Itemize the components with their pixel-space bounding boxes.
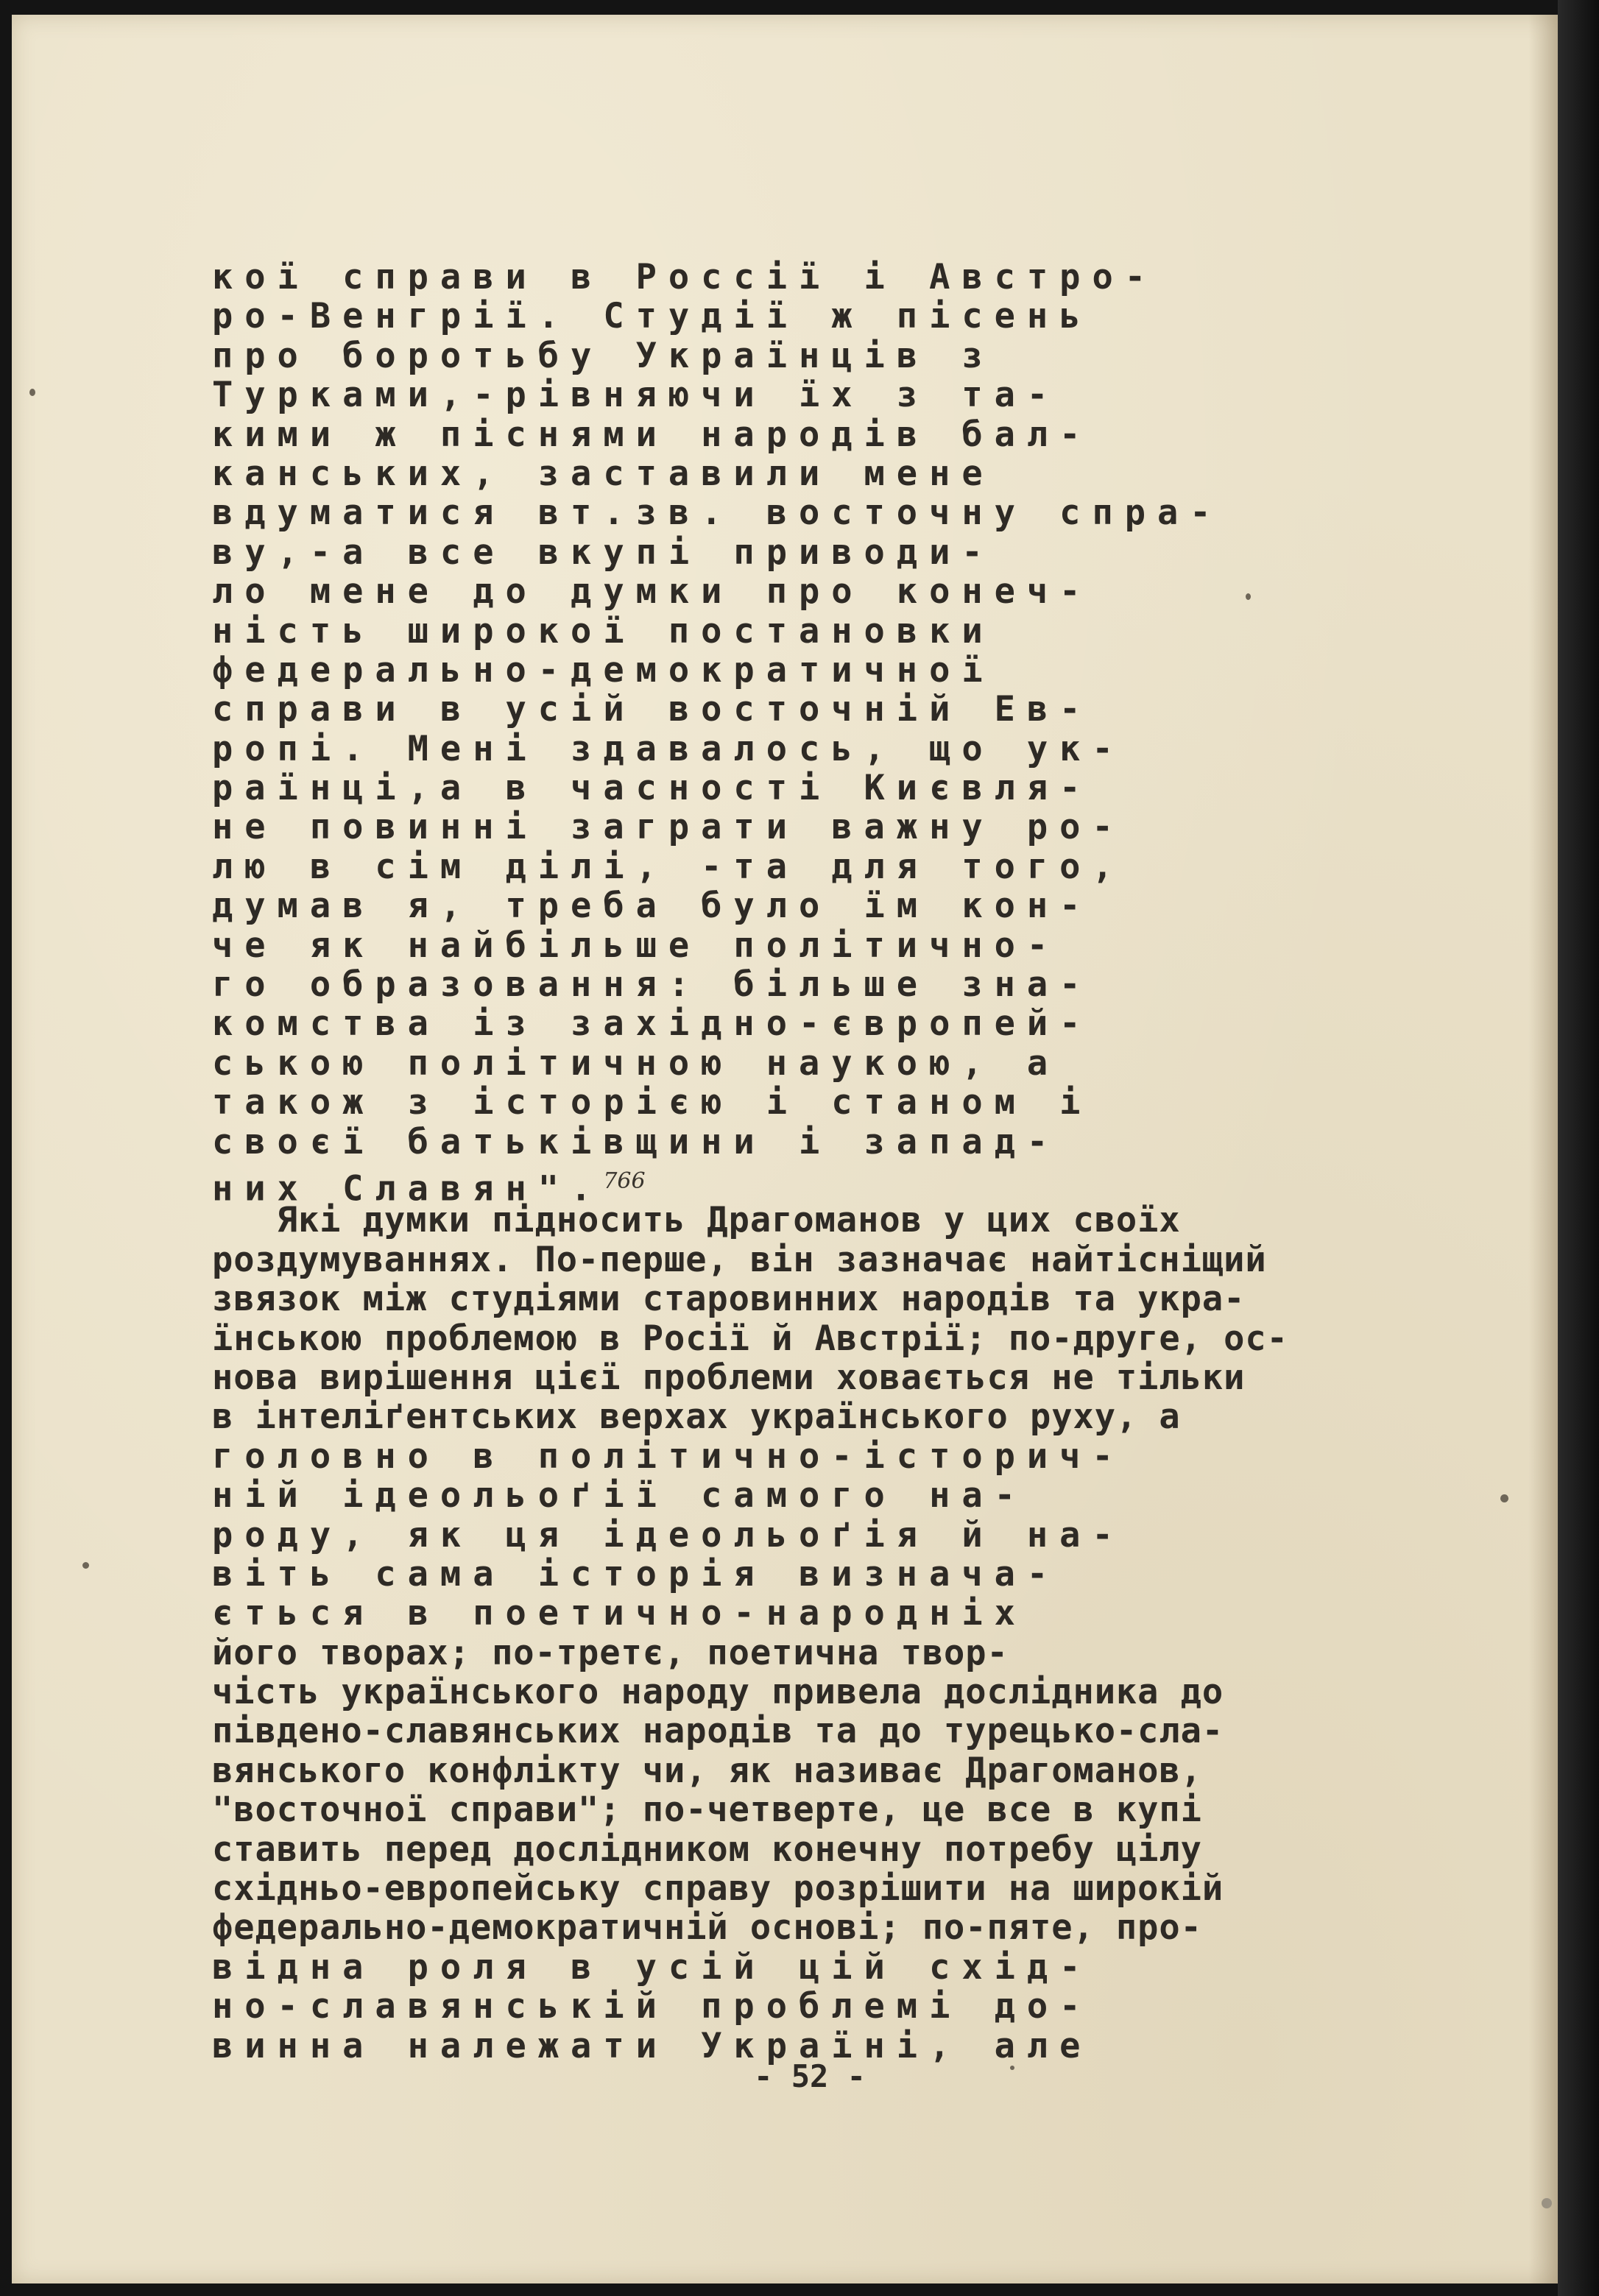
text-line-content: роздумуваннях. По-перше, він зазначає найтісніщий <box>212 1240 1267 1280</box>
text-line-content: комства із західно-європей- <box>212 1004 1093 1044</box>
page-edge-shadow <box>1528 15 1558 2283</box>
text-line <box>212 965 1419 1004</box>
text-line <box>212 1516 1419 1555</box>
text-line <box>212 1712 1419 1751</box>
text-line-content: також з історією і станом і <box>212 1083 1093 1123</box>
text-line <box>212 1083 1419 1122</box>
text-line-content: про боротьбу Українців з <box>212 336 995 376</box>
text-line <box>212 1004 1419 1043</box>
text-line-content: відна роля в усій цій схід- <box>212 1947 1093 1988</box>
text-line <box>212 1476 1419 1515</box>
text-line-content: ською політичною наукою, а <box>212 1043 1060 1084</box>
text-line <box>212 1594 1419 1633</box>
text-line-content: "восточної справи"; по-четверте, це все в купі <box>212 1790 1202 1830</box>
text-line-content: думав я, треба було їм кон- <box>212 886 1093 926</box>
text-line-content: них Славян". <box>212 1168 604 1201</box>
text-line-content: ву,-а все вкупі приводи- <box>212 532 995 573</box>
text-line-content: ється в поетично-народніх <box>212 1594 1027 1633</box>
text-line <box>212 1948 1419 1987</box>
text-line-content: віть сама історія визнача- <box>212 1554 1060 1594</box>
text-line <box>212 1240 1419 1279</box>
text-line <box>212 1790 1419 1829</box>
text-line-content: ропі. Мені здавалось, що ук- <box>212 729 1125 769</box>
text-line <box>212 769 1419 808</box>
text-line <box>212 1908 1419 1947</box>
text-line <box>212 297 1419 336</box>
text-line <box>212 1555 1419 1594</box>
text-line <box>212 1869 1419 1908</box>
text-line <box>212 1319 1419 1358</box>
text-line <box>212 454 1419 493</box>
text-line-content: не повинні заграти важну ро- <box>212 808 1125 847</box>
book-binding-edge <box>1558 0 1599 2296</box>
text-line-content: раїнці,а в часності Києвля- <box>212 769 1093 808</box>
text-line-content: своєї батьківщини і запад- <box>212 1122 1060 1162</box>
text-line <box>212 1044 1419 1083</box>
text-line-content: федерально-демократичній основі; по-пяте, про- <box>212 1908 1202 1948</box>
text-line-content: Які думки підносить Драгоманов у цих своїх <box>212 1201 1181 1240</box>
text-line <box>212 533 1419 572</box>
text-line <box>212 1162 1419 1201</box>
footnote-reference: 766 <box>603 1168 646 1194</box>
text-line <box>212 690 1419 729</box>
text-line-content: ставить перед дослідником конечну потребу цілу <box>212 1829 1202 1870</box>
text-line-content: нова вирішення цієї проблеми ховається не тільки <box>212 1357 1246 1398</box>
text-line-content: їнською проблемою в Росії й Австрії; по-друге, ос- <box>212 1318 1288 1358</box>
text-line <box>212 572 1419 611</box>
text-line-content: східньо-европейську справу розрішити на широкій <box>212 1869 1224 1909</box>
text-line <box>212 612 1419 651</box>
text-line-content: справи в усій восточній Ев- <box>212 690 1093 730</box>
text-line <box>212 730 1419 769</box>
text-line <box>212 1672 1419 1712</box>
text-line <box>212 1279 1419 1318</box>
text-line-content: но-славянській проблемі до- <box>212 1987 1093 2027</box>
scan-speck <box>1542 2198 1552 2208</box>
text-line <box>212 493 1419 532</box>
text-line-content: кими ж піснями народів бал- <box>212 414 1093 454</box>
text-line-content: вянського конфлікту чи, як називає Драгоманов, <box>212 1751 1202 1791</box>
scan-speck <box>29 389 35 396</box>
scan-speck <box>82 1562 89 1569</box>
text-line <box>212 847 1419 886</box>
text-line <box>212 1633 1419 1672</box>
text-line-content: південо-славянських народів та до турецько-сла- <box>212 1712 1224 1751</box>
text-line-content: лю в сім ділі, -та для того, <box>212 847 1125 887</box>
text-line-content: звязок між студіями старовинних народів та укра- <box>212 1279 1246 1319</box>
text-line-content: кої справи в Россії і Австро- <box>212 258 1158 297</box>
text-line-content: го образовання: більше зна- <box>212 965 1093 1005</box>
text-line-content: винна належати Україні, але <box>212 2026 1093 2066</box>
text-line <box>212 415 1419 454</box>
scan-speck <box>1246 593 1251 600</box>
text-line-content: головно в політично-історич- <box>212 1436 1125 1477</box>
text-line <box>212 886 1419 925</box>
text-line-content: ло мене до думки про конеч- <box>212 572 1093 612</box>
text-line <box>212 375 1419 414</box>
text-line <box>212 1397 1419 1436</box>
text-line <box>212 1201 1419 1240</box>
text-line-content: роду, як ця ідеольоґія й на- <box>212 1515 1125 1555</box>
text-line <box>212 1987 1419 2026</box>
text-line <box>212 336 1419 375</box>
text-line <box>212 1123 1419 1162</box>
page-number: - 52 - <box>754 2058 866 2094</box>
scan-speck <box>1010 2066 1014 2070</box>
text-line <box>212 926 1419 965</box>
text-line-content: в інтеліґентських верхах українського руху, а <box>212 1397 1181 1437</box>
text-line <box>212 1437 1419 1476</box>
text-line-content: вдуматися вт.зв. восточну спра- <box>212 493 1223 533</box>
scan-speck <box>1500 1494 1508 1502</box>
text-line-content: канських, заставили мене <box>212 453 995 494</box>
text-line <box>212 1830 1419 1869</box>
text-line <box>212 258 1419 297</box>
text-line-content: ро-Венгрії. Студії ж пісень <box>212 297 1093 336</box>
text-line <box>212 1751 1419 1790</box>
text-line <box>212 651 1419 690</box>
text-line-content: його творах; по-третє, поетична твор- <box>212 1633 1009 1673</box>
text-line-content: чість українського народу привела дослідника до <box>212 1672 1224 1712</box>
page-body-text <box>212 258 1419 2066</box>
text-line-content: ній ідеольоґії самого на- <box>212 1476 1027 1516</box>
text-line-content: ність широкої постановки <box>212 611 995 651</box>
text-line <box>212 1358 1419 1397</box>
text-line <box>212 808 1419 847</box>
text-line-content: че як найбільше політично- <box>212 925 1060 966</box>
text-line-content: федерально-демократичної <box>212 650 995 690</box>
text-line-content: Турками,-рівняючи їх з та- <box>212 375 1060 415</box>
